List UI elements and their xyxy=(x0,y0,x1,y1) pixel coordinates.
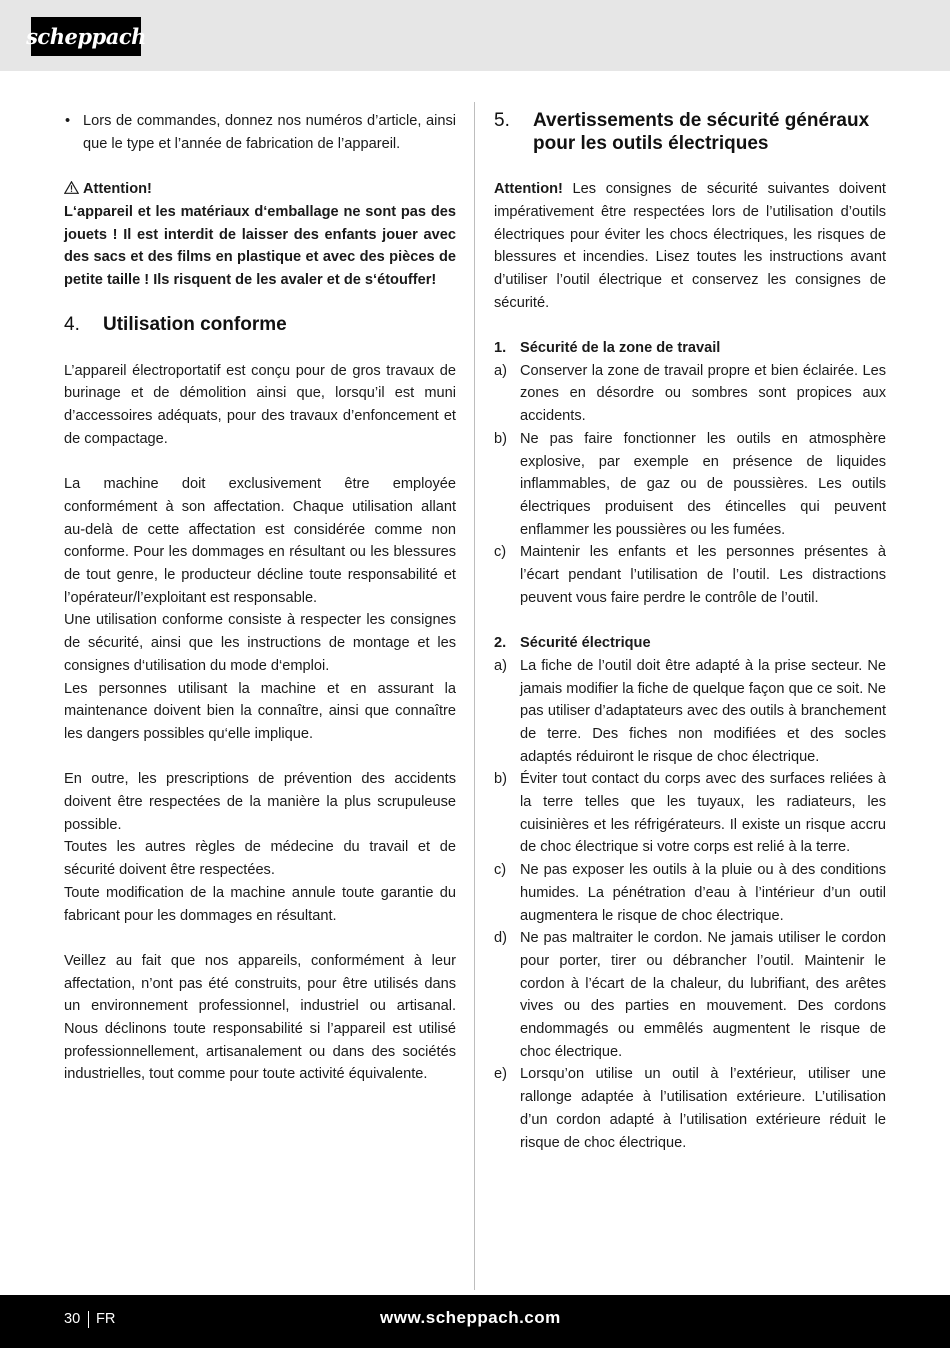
item-label: b) xyxy=(494,430,507,447)
warning-text: L‘appareil et les matériaux d‘emballage ne sont pas des jouets ! Il est interdit de laisser des enfants jouer avec des sacs et des films en plastique et avec des pièces de petite taille ! Ils risquent de les avaler et de s‘étouffer! xyxy=(64,203,456,288)
scheppach-logo: scheppach xyxy=(31,17,141,56)
subsection-number: 2. xyxy=(494,635,507,652)
list-item xyxy=(494,859,886,927)
item-label: e) xyxy=(494,1066,507,1083)
order-info-bullet xyxy=(64,110,456,155)
section-5-number: 5. xyxy=(494,110,510,131)
paragraph: En outre, les prescriptions de prévention des accidents doivent être respectées de la manière la plus scrupuleuse possible. xyxy=(64,771,456,833)
item-label: a) xyxy=(494,657,507,674)
paragraph: Les personnes utilisant la machine et en assurant la maintenance doivent bien la connaître, ainsi que connaître les dangers possibles qu‘elle implique. xyxy=(64,680,456,742)
paragraph: Toute modification de la machine annule toute garantie du fabricant pour les dommages en résultant. xyxy=(64,884,456,924)
item-text: Ne pas maltraiter le cordon. Ne jamais utiliser le cordon pour porter, tirer ou débrancher l’outil. Maintenir le cordon à l’écart de la chaleur, du lubrifiant, des arêtes vives ou des parties en mouvement. Des cordons endommagés ou emmêlés augmentent le risque de choc électrique. xyxy=(520,930,886,1060)
safety-intro xyxy=(494,178,886,314)
item-text: Ne pas faire fonctionner les outils en atmosphère explosive, par exemple en présence de liquides inflammables, de gaz ou de poussières. Les outils électriques produisent des étincelles qui peuvent enflammer les poussières ou les fumées. xyxy=(520,430,886,538)
paragraph: Une utilisation conforme consiste à respecter les consignes de sécurité, ainsi que les instructions de montage et les consignes d‘utilisation du mode d‘emploi. xyxy=(64,612,456,674)
website-url: www.scheppach.com xyxy=(380,1308,561,1327)
paragraph: La machine doit exclusivement être employée conformément à son affectation. Chaque utilisation allant au-delà de cette affectation est considérée comme non conforme. Pour les dommages en résultant ou les blessures de tout genre, le producteur décline toute responsabilité et l’opérateur/l’exploitant est responsable. xyxy=(64,476,456,606)
paragraph: L’appareil électroportatif est conçu pour de gros travaux de burinage et de démolition ainsi que, lorsqu’il est muni d’accessoires adéquats, pour des travaux d’enfoncement et de compactage. xyxy=(64,362,456,447)
bullet-symbol: • xyxy=(65,113,71,129)
subsection-1-heading xyxy=(494,337,886,360)
bullet-text: Lors de commandes, donnez nos numéros d’article, ainsi que le type et l’année de fabrication de l’appareil. xyxy=(83,113,456,152)
list-item xyxy=(494,655,886,769)
list-item xyxy=(494,1063,886,1154)
section-5-heading xyxy=(494,110,886,155)
paragraph: Veillez au fait que nos appareils, conformément à leur affectation, n’ont pas été construits, pour être utilisés dans un environnement professionnel, industriel ou artisanal. Nous déclinons toute responsabilité si l’appareil est utilisé professionnellement, artisanalement ou dans des sociétés industrielles, tout comme pour toute activité équivalente. xyxy=(64,952,456,1083)
left-column xyxy=(64,110,456,1086)
intro-bold: Attention! xyxy=(494,181,563,198)
item-label: c) xyxy=(494,544,507,561)
subsection-title: Sécurité électrique xyxy=(520,635,651,652)
packaging-warning xyxy=(64,178,456,292)
item-text: Lorsqu’on utilise un outil à l’extérieur, utiliser une rallonge adaptée à l’utilisation extérieure. L’utilisation d’un cordon adapté à l’utilisation extérieure réduit le risque de choc électrique. xyxy=(520,1066,886,1151)
page-number: 30 xyxy=(64,1311,81,1327)
item-text: Éviter tout contact du corps avec des surfaces reliées à la terre telles que les tuyaux, les radiateurs, les cuisinières et les réfrigérateurs. Il existe un risque accru de choc électrique si votre corps est relié à la terre. xyxy=(520,771,886,856)
subsection-number: 1. xyxy=(494,340,507,356)
list-item xyxy=(494,768,886,859)
header-band xyxy=(0,0,950,71)
item-text: Ne pas exposer les outils à la pluie ou à des conditions humides. La pénétration d’eau à l’intérieur d’un outil augmentera le risque de choc électrique. xyxy=(520,862,886,924)
item-label: c) xyxy=(494,862,507,879)
intro-text: Les consignes de sécurité suivantes doivent impérativement être respectées lors de l’utilisation d’outils électriques pour éviter les chocs électriques, les risques de blessures et incendies. Lisez toutes les instructions avant d’utiliser l’outil électrique et conservez les consignes de sécurité. xyxy=(494,181,886,311)
warning-title: Attention! xyxy=(83,181,152,198)
right-column xyxy=(494,110,886,1154)
list-item xyxy=(494,428,886,542)
section-4-heading xyxy=(64,314,456,337)
language-code: FR xyxy=(96,1311,116,1327)
section-4-title: Utilisation conforme xyxy=(103,314,287,336)
section-4-number: 4. xyxy=(64,314,80,336)
footer-separator xyxy=(88,1311,89,1328)
item-label: b) xyxy=(494,771,507,788)
list-item xyxy=(494,927,886,1063)
item-text: Maintenir les enfants et les personnes présentes à l’écart pendant l’utilisation de l’outil. Les distractions peuvent vous faire perdre le contrôle de l’outil. xyxy=(520,544,886,606)
list-item xyxy=(494,360,886,428)
subsection-title: Sécurité de la zone de travail xyxy=(520,340,721,356)
item-text: La fiche de l’outil doit être adapté à la prise secteur. Ne jamais modifier la fiche de quelque façon que ce soit. Ne pas utiliser d’adaptateurs avec des outils à branchement de terre. Des fiches non modifiées et des socles adaptés réduiront le risque de choc électrique. xyxy=(520,657,886,765)
list-item xyxy=(494,541,886,609)
item-label: d) xyxy=(494,930,507,947)
item-text: Conserver la zone de travail propre et bien éclairée. Les zones en désordre ou sombres sont propices aux accidents. xyxy=(520,362,886,425)
column-divider xyxy=(474,102,475,1290)
item-label: a) xyxy=(494,362,507,379)
subsection-2-heading xyxy=(494,632,886,655)
warning-triangle-icon xyxy=(64,181,79,194)
section-5-title: Avertissements de sécurité généraux pour les outils électriques xyxy=(533,110,870,154)
paragraph: Toutes les autres règles de médecine du travail et de sécurité doivent être respectées. xyxy=(64,839,456,879)
page-footer xyxy=(0,1295,950,1348)
